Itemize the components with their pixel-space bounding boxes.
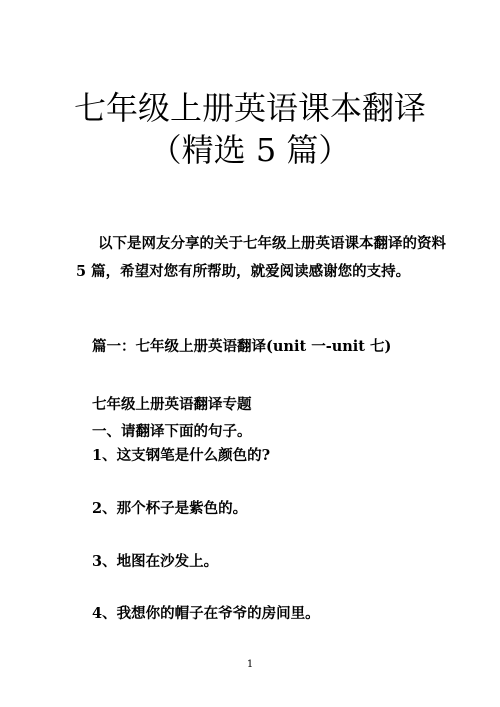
chapter-heading: 篇一：七年级上册英语翻译(unit 一-unit 七): [92, 338, 392, 355]
page-number: 1: [246, 659, 254, 670]
section-heading: 一、请翻译下面的句子。: [92, 423, 252, 440]
topic-heading: 七年级上册英语翻译专题: [92, 396, 252, 413]
document-title-line2: （精选 5 篇）: [149, 131, 351, 169]
question-item: 1、这支钢笔是什么颜色的?: [92, 447, 271, 464]
question-item: 4、我想你的帽子在爷爷的房间里。: [92, 605, 320, 622]
intro-paragraph-line2: 5 篇，希望对您有所帮助，就爱阅读感谢您的支持。: [76, 263, 411, 280]
intro-paragraph-line1: 以下是网友分享的关于七年级上册英语课本翻译的资料: [98, 235, 446, 252]
question-item: 3、地图在沙发上。: [92, 553, 219, 570]
question-item: 2、那个杯子是紫色的。: [92, 500, 248, 517]
document-title-line1: 七年级上册英语课本翻译: [73, 89, 426, 127]
